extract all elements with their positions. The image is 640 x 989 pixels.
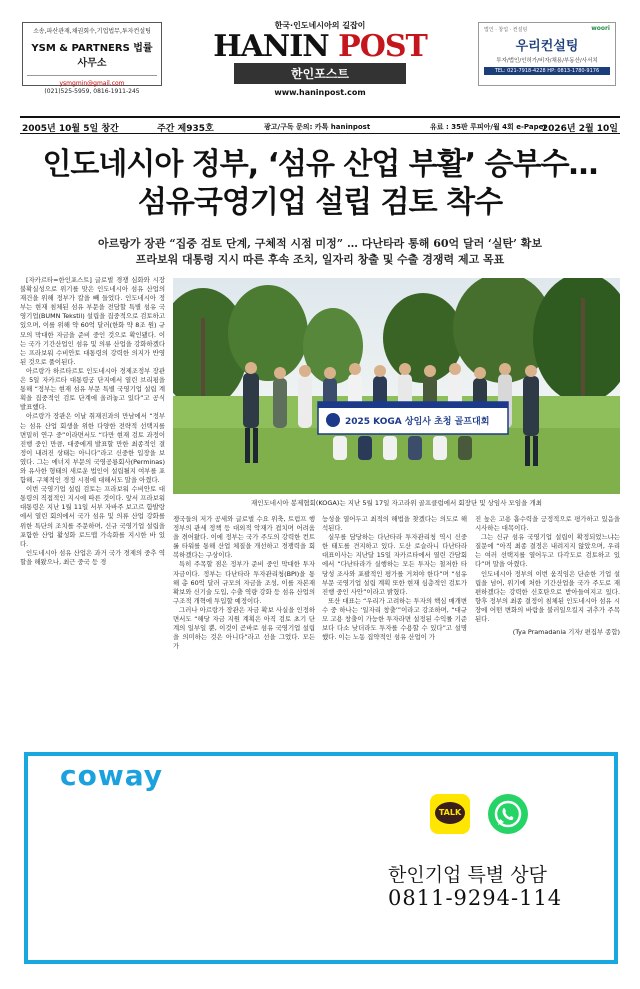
ad-email: ysmgmin@gmail.com [59,80,125,87]
photo-banner-text: 2025 KOGA 상임사 초청 골프대회 [345,417,490,427]
article-column-2 [173,515,315,735]
whatsapp-icon[interactable] [488,794,528,834]
coway-logo: coway [60,759,163,792]
article-column-1 [20,276,165,736]
paragraph: 그러나 아르랑가 장관은 자금 확보 사실을 인정하면서도 “해당 자금 지원 계획은 아직 검토 초기 단계의 일부일 뿐, 이것이 곧바로 섬유 국영기업 설립을 의미하는 것은 아니다”라고 선을 그었다. 모든 가 [173,605,315,651]
consult-title: 한인기업 특별 상담 [388,864,547,886]
distribution-info: 유료 : 35판 루피아/월 4회 e-Paper [430,123,547,131]
divider [27,75,157,76]
dateline-bar [20,116,620,134]
haninpost-logo[interactable] [200,20,440,97]
site-url[interactable]: www.haninpost.com [274,88,366,97]
paragraph: 특히 주목할 점은 정부가 준비 중인 막대한 투자 자금이다. 정부는 다난타라 투자관리청(BPI)을 통해 총 60억 달러 규모의 자금을 조성, 이를 자본재 확보와 신기술 도입, 수출 역량 강화 등 섬유 산업의 구조적 개혁에 투입할 예정이다. [173,560,315,605]
article-column-3 [322,515,467,735]
article-photo[interactable] [173,278,620,494]
subhead-line-2: 프라보워 대통령 지시 따른 후속 조치, 일자리 창출 및 수출 경쟁력 제고 목표 [135,253,505,266]
ad-services: 소송,파산관재,채권회수,기업법무,투자컨설팅 [33,28,151,35]
paragraph: 진 높은 고용 흡수력을 긍정적으로 평가하고 있음을 시사하는 대목이다. [475,515,620,533]
paragraph: 그는 신규 섬유 국영기업 설립이 확정되었느냐는 질문에 “아직 최종 결정은 내려지지 않았으며, 우리는 여러 선택지를 열어두고 다각도로 검토하고 있다”며 말을 아꼈다. [475,533,620,569]
paragraph: 실무를 담당하는 다난타라 투자관리청 역시 신중한 태도를 견지하고 있다. 도산 로슬라니 다난타라 대표이사는 지난달 15일 자카르타에서 열린 간담회에서 “다난타라가 실행하는 모든 투자는 철저한 타당성 조사와 포괄적인 평가를 거쳐야 한다”며 “섬유 부문 국영기업 설립 계획 또한 현재 심층적인 검토가 진행 중인 사안”이라고 밝혔다. [322,533,467,596]
ad-contact: TEL: 021-7918-4228 HP: 0813-1780-9176 [484,67,610,75]
photo-caption: 재인도네시아 봉제협회(KOGA)는 지난 5월 17일 자고라위 골프클럽에서 회장단 및 상임사 모임을 개최 [250,499,543,507]
subhead-line-1: 아르랑가 장관 “집중 검토 단계, 구체적 시점 미정” … 다난타라 통해 60억 달러 ‘실탄’ 확보 [97,237,543,250]
logo-tagline: 한국·인도네시아의 길잡이 [274,21,366,30]
ysm-partners-ad[interactable] [22,22,162,95]
issue-number: 주간 제935호 [157,124,214,134]
issue-date: 2026년 2월 10일 [541,124,618,134]
coway-ad[interactable] [24,752,618,964]
woori-consulting-ad[interactable] [478,22,616,86]
headline-line-1: 인도네시아 정부, ‘섬유 산업 부활’ 승부수… [42,147,598,182]
phone-icon [488,794,528,834]
paragraph: 이번 국영기업 설립 검토는 프라보워 수비안토 대통령의 직접적인 지시에 따른 것이다. 앞서 프라보워 대통령은 지난 1월 11일 서부 자바주 보고르 함발랑에서 열린 회의에서 국가 섬유 및 의류 산업 강화를 위한 특단의 조치를 주문하며, 신규 국영기업 설립을 포함한 산업 활성화 로드맵 가속화를 지시한 바 있다. [20,485,165,548]
woori-logo: woori [591,25,610,32]
ad-phone: (021)525-5959, 0816-1911-245 [44,88,140,95]
logo-korean: 한인포스트 [234,63,406,84]
paragraph: 아르랑가 장관은 이날 취재진과의 만남에서 “정부는 섬유 산업 회생을 위한 다양한 전략적 선택지를 면밀히 연구 중”이라면서도 “다만 현재 검토 과정이 진행 중인 만큼, 대중에게 발표할 만한 최종적인 결정이 내려진 상태는 아니다”라고 신중한 입장을 보였다. 그는 에너지 부문의 국영공룡회사(Perminas)와 유사한 형태의 새로운 법인이 설립될지 여부를 포함해, 구체적인 경정 시점에 대해서도 말을 아꼈다. [20,412,165,485]
golf-group-photo [173,278,620,494]
paragraph: 인도네시아 섬유 산업은 과거 국가 경제의 중추 역할을 해왔으나, 최근 중국 등 경 [20,548,165,566]
ad-contact-info: 광고/구독 문의: 카톡 haninpost [264,123,371,131]
talk-label: TALK [435,802,465,824]
logo-wordmark [200,31,440,63]
article-subhead [40,236,600,268]
ad-brand: YSM & PARTNERS 법률사무소 [31,43,153,69]
headline-line-2: 섬유국영기업 설립 검토 착수 [137,185,503,220]
byline: (Tya Pramadania 기자/ 편집부 종합) [512,628,620,637]
ad-category: 법인 · 창업 · 컨설팅 [484,27,528,33]
article-column-4 [475,515,620,735]
article-headline [20,146,620,222]
ad-services: 투자/법인/인허가/비자/채용/부동산/사서치 [496,58,598,64]
paragraph: 아르랑가 하르타르토 인도네시아 경제조정부 장관은 5일 자카르타 대통령궁 단지에서 열린 브리핑을 통해 “정부는 현재 섬유 부문 특별 국영기업 설립 계획을 집중적인 검토 단계에 올려놓고 있다”고 공식 발표했다. [20,366,165,412]
paragraph: 능성을 열어두고 최적의 해법을 찾겠다는 의도로 해석된다. [322,515,467,533]
founded-date: 2005년 10월 5일 창간 [22,124,119,134]
logo-post: POST [328,29,427,64]
ad-name: 우리컨설팅 [515,39,579,54]
logo-hanin: HANIN [213,29,329,64]
consult-phone[interactable]: 0811-9294-114 [388,886,563,910]
masthead [0,0,640,110]
paragraph: 인도네시아 정부의 이번 움직임은 단순한 기업 설립을 넘어, 위기에 처한 기간산업을 국가 주도로 재편하겠다는 강력한 신호탄으로 받아들여지고 있다. 향후 정부의 최종 결정이 침체된 인도네시아 섬유 시장에 어떤 변화의 바람을 불러일으킬지 귀추가 주목된다. [475,569,620,624]
paragraph: 또산 대표는 “우리가 고려하는 투자의 핵심 매개변수 중 하나는 ‘일자리 창출’”이라고 강조하며, “대규모 고용 창출이 가능한 투자라면 설정된 수익률 기준보다 다소 낮더라도 투자를 수용할 수 있다”고 설명했다. 이는 노동 집약적인 섬유 산업이 가 [322,596,467,642]
paragraph: 쟁국들의 저가 공세와 글로벌 수요 위축, 트럼프 행정부의 관세 정책 등 대외적 악재가 겹치며 어려움을 겪어왔다. 이에 정부는 국가 주도의 강력한 컨트롤 타워를 통해 산업 체질을 개선하고 경쟁력을 회복하겠다는 구상이다. [173,515,315,560]
paragraph: [자카르타=한인포스트] 글로벌 경쟁 심화와 시장 불확실성으로 위기를 맞은 인도네시아 섬유 산업의 재건을 위해 정부가 칼을 빼 들었다. 인도네시아 정부는 현재 침체된 섬유 부문을 전담할 특별 섬유 국영기업(BUMN Tekstil) 설립을 집중적으로 검토하고 있으며, 이를 위해 약 60억 달러(한화 약 8조 원) 규모의 막대한 자금을 준비 중인 것으로 확인됐다. 이는 국가 기간산업인 섬유 및 의류 산업을 강화하겠다는 프라보워 수비안토 대통령의 강력한 의지가 반영된 것으로 풀이된다. [20,276,165,366]
kakaotalk-icon[interactable] [430,794,470,834]
